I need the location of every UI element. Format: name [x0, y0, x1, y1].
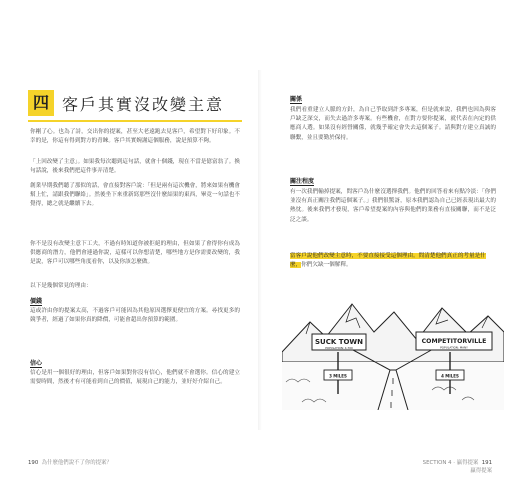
chapter-title: 客戶其實沒改變主意 — [62, 95, 225, 114]
paragraph-5: 以下是幾個常見的理由： — [30, 283, 92, 289]
section-label-attention: 關注程度 — [290, 178, 315, 185]
highlight-callout — [290, 252, 496, 270]
section-text-price: 這或許由你的提案太高，不過客戶可能因為其他原因選擇更便宜的方案。尋找更多的競爭者，經過了如果你真的降價，可能會超出你預算的範圍。 — [30, 308, 240, 324]
chapter-divider — [28, 120, 242, 122]
paragraph-2: 「上回改變了主意」。如果我每次聽到這句話，就會十個錢，現在不當是億富翁了。換句話說，後來我們把這件事弄清楚。 — [30, 159, 240, 175]
left-sign-distance: 3 MILES — [329, 373, 347, 379]
left-footer — [28, 458, 112, 466]
left-running-head: 為什麼他們說不了你的提案？ — [41, 460, 112, 466]
paragraph-1: 你剛了心。也為了詩，交出你的提案，甚至大老遠跑去見客戶，希望對下好印象。不幸的是，你這有得到對方的青睞。客戶其實婉謝這個服務，說是預算不夠。 — [30, 129, 240, 145]
section-text-confidence: 信心是用一個很好的理由，但客戶如果對你沒有信心，他們就不會選你。信心的建立需要時間，然後才有可能看到自己的價值，展現自己的能力，並好好介紹自己。 — [30, 370, 240, 386]
section-label-price: 價錢 — [30, 298, 43, 305]
highlight-tail-text: 你們欠缺一個解釋。 — [301, 262, 352, 269]
chapter-header — [28, 90, 242, 116]
right-page-number: 191 — [481, 460, 492, 466]
chapter-number-badge: 四 — [28, 90, 54, 116]
right-sign-title: COMPETITORVILLE — [421, 338, 487, 345]
paragraph-3: 創業早期我們聽了那似的話，會直接對客戶說：「但是兩有這次機會，將來如果有機會幫上忙，請跟我們聯絡」。然後坐下來重新寫那些沒什麼結果的東西，畢竟一句話也不覺得，總之就是繼續下去。 — [30, 183, 240, 208]
right-footer — [423, 458, 492, 474]
ground — [282, 362, 504, 410]
paragraph-4: 你不是沒有改變主意下工夫，不過有時知道你被拒絕的理由，但如果了會得你有成為供應商的潛力，他們會連過你說，這樣可以你想清楚，哪些地方是你需要改變的，我是說，客戶可以哪些角度看你，以及你該怎麼做。 — [30, 241, 240, 266]
section-text-relationship: 我們看重建立人脈的方針，為自己爭取到許多專案，但是就來說，我們也因為與客戶缺乏深交，而失去過許多專案。有些機會，在對方要你提案，就代表在內定的供應商人選。如果沒有經營關係，就幾乎確定會失去這個案子。請與對方建立真誠的聯繫，並且要勤於保持。 — [290, 107, 496, 141]
section-text-attention: 有一次我們輸掉提案，問客戶為什麼沒選擇我們。他們的回答看來有點冷淡：「你們並沒有真正關注我們這個案子。」我們很驚訝，原本我們認為自己已經表現出最大的熱忱。後來我們才發現，客戶希望提案的內容與他們的業務有直接關聯，而不是泛泛之談。 — [290, 189, 496, 223]
right-sign-population: POPULATION: MANY — [440, 345, 468, 350]
right-page — [262, 0, 520, 500]
right-sign-distance: 4 MILES — [441, 373, 459, 379]
section-label-confidence: 信心 — [30, 360, 43, 367]
left-sign-population: POPULATION: 4,700 — [325, 346, 353, 350]
right-running-head: SECTION 4 · 贏得提案 — [422, 460, 479, 466]
crossroads-illustration — [282, 282, 504, 410]
left-page-number: 190 — [28, 460, 39, 466]
section-label-relationship: 關係 — [290, 96, 303, 103]
left-sign-title: SUCK TOWN — [314, 338, 364, 346]
highlighted-text: 當客戶說他們改變主意時，不要直接接受這個理由。問清楚他們真正的考量是什麼， — [290, 253, 486, 269]
right-running-head-sub: 贏得提案 — [470, 468, 492, 474]
